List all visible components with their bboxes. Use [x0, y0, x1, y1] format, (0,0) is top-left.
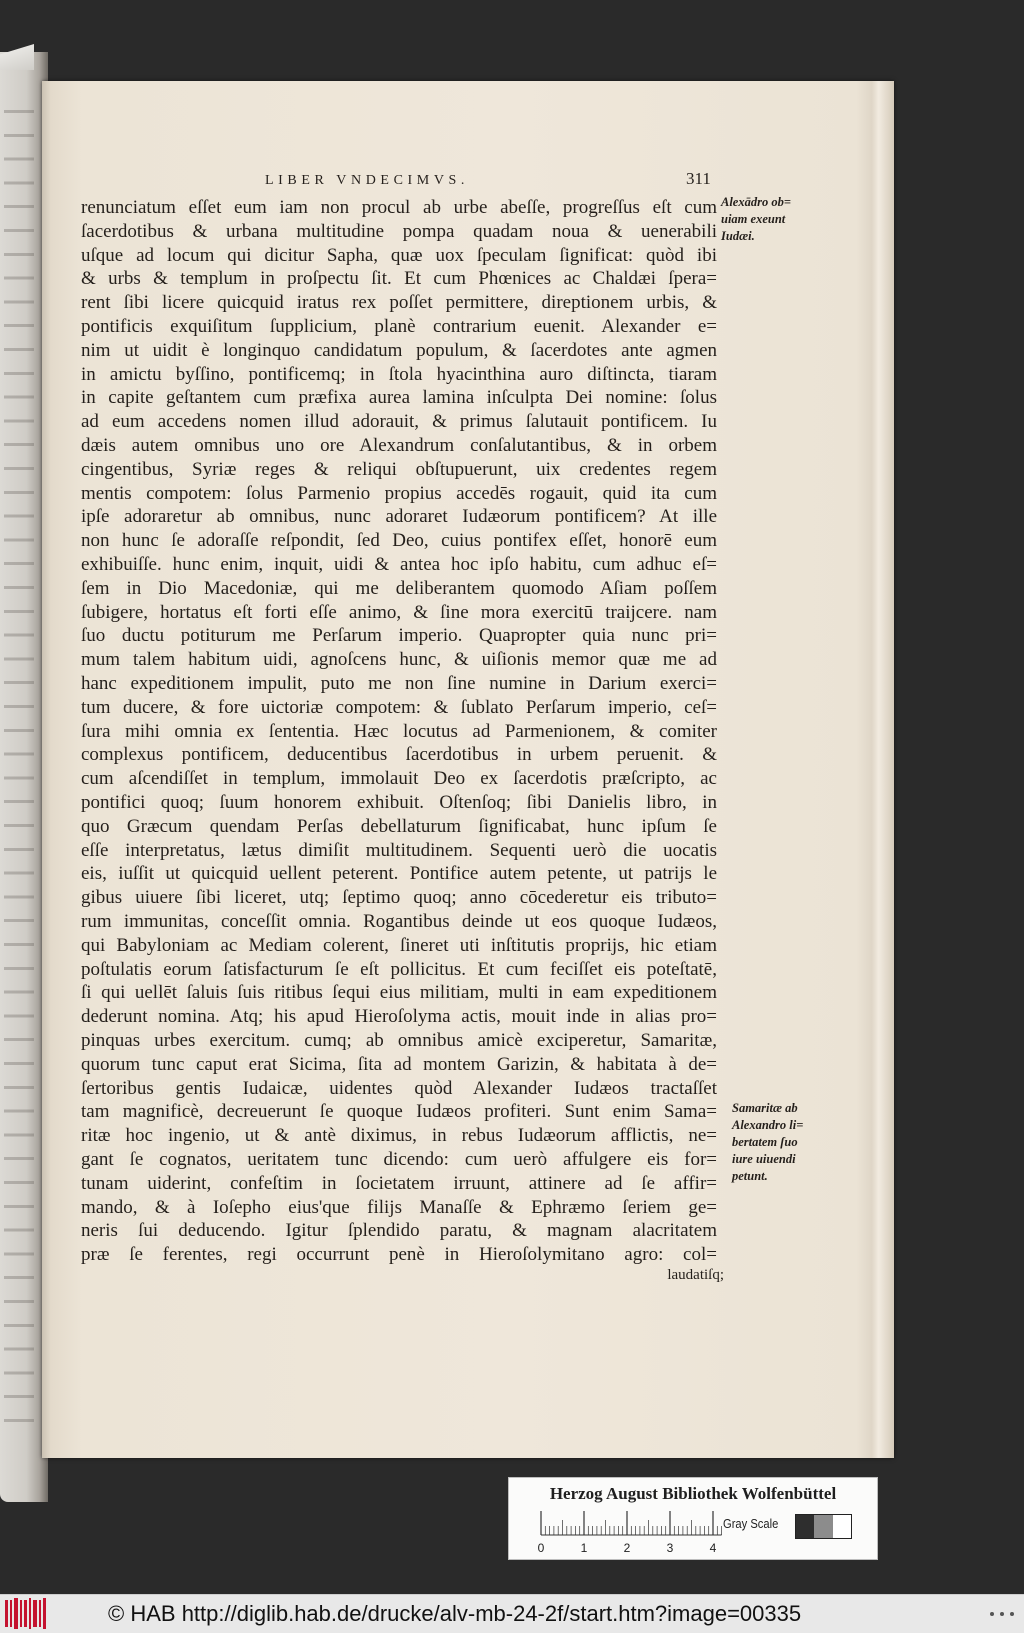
text-line	[81, 1100, 717, 1124]
gray-patch	[814, 1515, 832, 1538]
text-line	[81, 363, 717, 387]
text-line-content: & urbs & templum in proſpectu ſit. Et cum Phœnices ac Chaldæi ſpera=	[81, 268, 717, 290]
marginal-note	[732, 1100, 803, 1185]
gray-patch	[833, 1515, 851, 1538]
text-line	[81, 886, 717, 910]
folio-number: 311	[686, 169, 711, 188]
text-line-content: eis, iuſſit ut quicquid uellent peterent. Pontifice autem petente, ut patrijs le	[81, 863, 717, 885]
marginal-note-line: Samaritæ ab	[732, 1101, 798, 1115]
text-line	[81, 505, 717, 529]
text-line	[81, 839, 717, 863]
more-icon[interactable]	[990, 1611, 1014, 1617]
text-line	[81, 1219, 717, 1243]
text-line	[81, 482, 717, 506]
text-line	[81, 672, 717, 696]
gray-scale-patches	[795, 1514, 852, 1539]
marginal-note-line: bertatem ſuo	[732, 1135, 798, 1149]
text-line-content: mentis compotem: ſolus Parmenio propius accedēs rogauit, quid ita cum	[81, 482, 717, 504]
gray-patch	[796, 1515, 814, 1538]
text-line-content: qui Babyloniam ac Mediam colerent, ſineret uti inſtitutis proprijs, hic etiam	[81, 934, 717, 956]
text-line-content: ſertoribus gentis Iudaicæ, uidentes quòd Alexander Iudæos tractaſſet	[81, 1077, 717, 1099]
text-line	[81, 458, 717, 482]
text-line	[81, 743, 717, 767]
text-line-content: eſſe interpretatus, lætus dimiſit multitudinem. Sequenti uerò die uocatis	[81, 839, 717, 861]
text-line	[81, 958, 717, 982]
text-line	[81, 862, 717, 886]
marginal-note	[721, 194, 791, 245]
text-line	[81, 767, 717, 791]
text-line-content: cum aſcendiſſet in templum, immolauit Deo ex ſacerdotis præſcripto, ac	[81, 768, 717, 790]
text-line-content: ad eum accedens nomen illud adorauit, & primus ſalutauit pontificem. Iu	[81, 411, 717, 433]
page-url-link[interactable]: http://diglib.hab.de/drucke/alv-mb-24-2f/start.htm?image=00335	[181, 1601, 802, 1626]
text-line	[81, 696, 717, 720]
marginal-note-line: Alexādro ob=	[721, 195, 791, 209]
footer-text	[108, 1595, 801, 1633]
text-line-content: præ ſe ferentes, regi occurrunt penè in Hieroſolymitano agro: col=	[81, 1244, 717, 1266]
text-line-content: hanc expeditionem impulit, puto me non ſine numine in Darium exerci=	[81, 673, 717, 694]
text-line-content: exhibuiſſe. hunc enim, inquit, uidi & antea hoc ipſo habitu, cum adhuc eſ=	[81, 554, 717, 575]
text-line-content: uſque ad locum qui dicitur Sapha, quæ uox ſpeculam ſignificat: quòd ibi	[81, 244, 717, 266]
marginal-note-line: petunt.	[732, 1169, 768, 1183]
text-line-content: ſuo ductu potiturum me Perſarum imperio. Quapropter quia nunc pri=	[81, 625, 717, 647]
text-line	[81, 386, 717, 410]
more-icon-dot	[1010, 1612, 1014, 1616]
text-line-content: rum immunitas, conceſſit omnia. Rogantibus deinde ut eos quoque Iudæos,	[81, 911, 717, 932]
text-line-content: pontifici quoq; ſuum honorem exhibuit. Oſtenſoq; ſibi Danielis libro, in	[81, 792, 717, 813]
text-line-content: renunciatum eſſet eum iam non procul ab urbe abeſſe, progreſſus eſt cum	[81, 197, 717, 218]
gray-scale-label: Gray Scale	[723, 1516, 779, 1531]
ruler-number: 4	[709, 1541, 717, 1555]
text-line	[81, 815, 717, 839]
text-line	[81, 577, 717, 601]
text-line	[81, 434, 717, 458]
text-line	[81, 1148, 717, 1172]
text-line-content: quorum tunc caput erat Sicima, ſita ad montem Garizin, & habitata à de=	[81, 1053, 717, 1075]
text-line	[81, 1029, 717, 1053]
text-line-content: non hunc ſe adoraſſe reſpondit, ſed Deo, cuius pontifex eſſet, honorē eum	[81, 530, 717, 552]
viewer-footer	[0, 1594, 1024, 1633]
text-block	[81, 196, 717, 1268]
text-line-content: ſem in Dio Macedoniæ, qui me deliberantem quomodo Aſiam poſſem	[81, 577, 717, 599]
text-line-content: mum talem habitum uidi, agnoſcens hunc, & uiſionis memor quæ me ad	[81, 649, 717, 671]
catchword: laudatiſq;	[667, 1267, 724, 1283]
ruler-scale	[539, 1508, 729, 1538]
ruler-number: 3	[666, 1541, 674, 1555]
card-institution-name: Herzog August Bibliothek Wolfenbüttel	[549, 1484, 837, 1503]
text-line-content: ſi qui uellēt ſaluis ſuis ritibus ſequi eius militiam, multi in eam expeditionem	[81, 982, 717, 1004]
text-line-content: nim ut uidit è longinquo candidatum populum, & ſacerdotes ante agmen	[81, 339, 717, 361]
text-line	[81, 981, 717, 1005]
book-page	[42, 81, 894, 1458]
text-line-content: ſacerdotibus & urbana multitudine pompa quadam noua & uenerabili	[81, 220, 717, 242]
text-line-content: rent ſibi licere quicquid iratus rex poſſet permittere, direptionem urbis, &	[81, 292, 717, 314]
text-line-content: dæis autem omnibus uno ore Alexandrum conſalutantibus, & in orbem	[81, 435, 717, 456]
text-line-content: tum ducere, & fore uictoriæ compotem: & ſublato Perſarum imperio, ceſ=	[81, 696, 717, 718]
text-line	[81, 648, 717, 672]
text-line	[81, 529, 717, 553]
marginal-note-line: uiam exeunt	[721, 212, 786, 226]
text-line	[81, 1053, 717, 1077]
more-icon-dot	[1000, 1612, 1004, 1616]
text-line-content: in capite geſtantem cum præfixa aurea lamina inſculpta Dei nomine: ſolus	[81, 387, 717, 409]
ruler-number: 0	[537, 1541, 545, 1555]
running-head: LIBER VNDECIMVS.	[265, 173, 470, 188]
text-line	[81, 1077, 717, 1101]
text-line	[81, 601, 717, 625]
previous-page-text	[4, 110, 34, 1430]
text-line	[81, 1124, 717, 1148]
text-line	[81, 553, 717, 577]
text-line	[81, 720, 717, 744]
text-line-content: cingentibus, Syriæ reges & reliqui obſtupuerunt, uix credentes regem	[81, 458, 717, 480]
ruler-number: 2	[623, 1541, 631, 1555]
text-line-content: dederunt nomina. Atq; his apud Hieroſolyma actis, mouit inde in alias pro=	[81, 1006, 717, 1028]
text-line	[81, 196, 717, 220]
marginal-note-line: iure uiuendi	[732, 1152, 796, 1166]
text-line	[81, 1172, 717, 1196]
text-line	[81, 910, 717, 934]
marginal-note-line: Iudæi.	[721, 229, 755, 243]
text-line-content: gant ſe cognatos, ueritatem tunc dicendo: cum uerò affulgere eis for=	[81, 1149, 717, 1170]
hab-logo-icon	[5, 1598, 47, 1629]
ruler-number: 1	[580, 1541, 588, 1555]
marginal-note-line: Alexandro li=	[732, 1118, 804, 1132]
text-line-content: pontificis exquiſitum ſupplicium, planè contrarium euenit. Alexander e=	[81, 316, 717, 337]
text-line	[81, 339, 717, 363]
text-line	[81, 220, 717, 244]
more-icon-dot	[990, 1612, 994, 1616]
text-line	[81, 624, 717, 648]
text-line-content: tunam uiderint, confeſtim in ſocietatem irruunt, attinere ad ſe affir=	[81, 1172, 717, 1194]
text-line-content: ſubigere, hortatus eſt forti eſſe animo, & ſine mora exercitū traijcere. nam	[81, 601, 717, 623]
text-line-content: tam magnificè, decreuerunt ſe quoque Iudæos profiteri. Sunt enim Sama=	[81, 1101, 717, 1123]
text-line	[81, 934, 717, 958]
text-line-content: quo Græcum quendam Perſas debellaturum ſignificabat, hunc ipſum ſe	[81, 815, 717, 837]
text-line-content: gibus uiuere ſibi liceret, utq; ſeptimo quoq; anno cōcederetur eis tributo=	[81, 887, 717, 909]
copyright-text: © HAB	[108, 1601, 176, 1626]
text-line-content: ritæ hoc ingenio, ut & antè diximus, in rebus Iudæorum afflictis, ne=	[81, 1125, 717, 1147]
text-line-content: in amictu byſſino, pontificemq; in ſtola hyacinthina auro diſtincta, tiaram	[81, 363, 717, 385]
text-line-content: neris ſui deducendo. Igitur ſplendido paratu, & magnam alacritatem	[81, 1220, 717, 1242]
text-line-content: poſtulatis eorum ſatisfacturum ſe eſt pollicitus. Et cum feciſſet eis poteſtatē,	[81, 958, 717, 980]
text-line-content: ipſe adoraretur ab omnibus, nunc adoraret Iudæorum pontificem? At ille	[81, 506, 717, 528]
text-line	[81, 291, 717, 315]
text-line-content: mando, & à Ioſepho eius'que filijs Manaſſe & Ephræmo ſeriem ge=	[81, 1196, 717, 1218]
text-line	[81, 267, 717, 291]
text-line-content: pinquas urbes exercitum. cumq; ab omnibus amicè exciperetur, Samaritæ,	[81, 1030, 717, 1051]
previous-page-corner	[0, 44, 34, 70]
text-line	[81, 791, 717, 815]
text-line	[81, 315, 717, 339]
color-calibration-card	[508, 1477, 878, 1560]
text-line	[81, 1196, 717, 1220]
text-line	[81, 1005, 717, 1029]
text-line	[81, 1243, 717, 1267]
text-line-content: ſura mihi omnia ex ſententia. Hæc locutus ad Parmenionem, & comiter	[81, 720, 717, 742]
text-line	[81, 410, 717, 434]
text-line-content: complexus pontificem, deducentibus ſacerdotibus in urbem peruenit. &	[81, 744, 717, 766]
text-line	[81, 244, 717, 268]
